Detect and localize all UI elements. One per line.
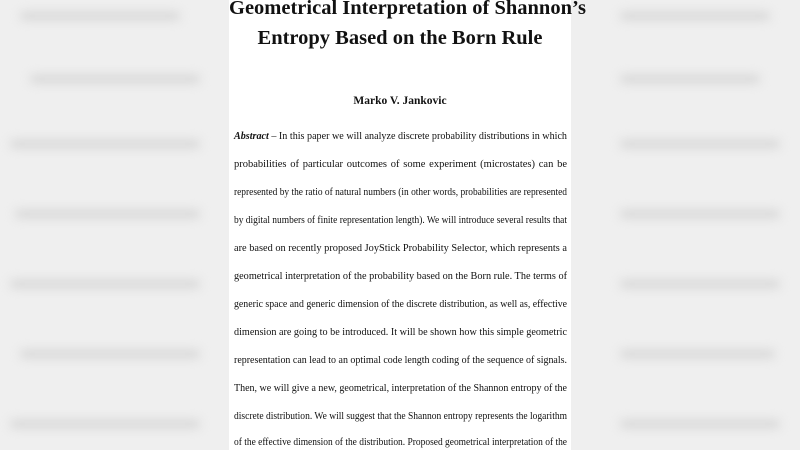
abstract-line: probabilities of particular outcomes of some experiment (microstates) can be	[234, 159, 567, 170]
abstract-label: Abstract	[234, 131, 269, 142]
abstract-line: discrete distribution. We will suggest that the Shannon entropy represents the logarithm	[234, 411, 567, 422]
abstract-line: by digital numbers of finite representation length). We will introduce several results that	[234, 215, 567, 226]
abstract-line: Then, we will give a new, geometrical, interpretation of the Shannon entropy of the	[234, 383, 567, 394]
abstract-text: – In this paper we will analyze discrete probability distributions in which	[271, 131, 567, 142]
paper-author: Marko V. Jankovic	[353, 95, 447, 107]
abstract-line: representation can lead to an optimal code length coding of the sequence of signals.	[234, 355, 567, 366]
paper-page	[229, 0, 587, 450]
abstract-line	[234, 130, 567, 144]
abstract-line: represented by the ratio of natural numbers (in other words, probabilities are represented	[234, 187, 567, 198]
abstract-line: geometrical interpretation of the probability based on the Born rule. The terms of	[234, 271, 567, 282]
abstract-line: generic space and generic dimension of the discrete distribution, as well as, effective	[234, 299, 567, 310]
abstract-line: of the effective dimension of the distribution. Proposed geometrical interpretation of the	[234, 437, 567, 448]
abstract-line: are based on recently proposed JoyStick Probability Selector, which represents a	[234, 243, 567, 254]
paper-title-line-2: Entropy Based on the Born Rule	[257, 27, 543, 49]
abstract-line: dimension are going to be introduced. It will be shown how this simple geometric	[234, 327, 567, 338]
paper-title-line-1: Geometrical Interpretation of Shannon’s	[229, 0, 587, 19]
